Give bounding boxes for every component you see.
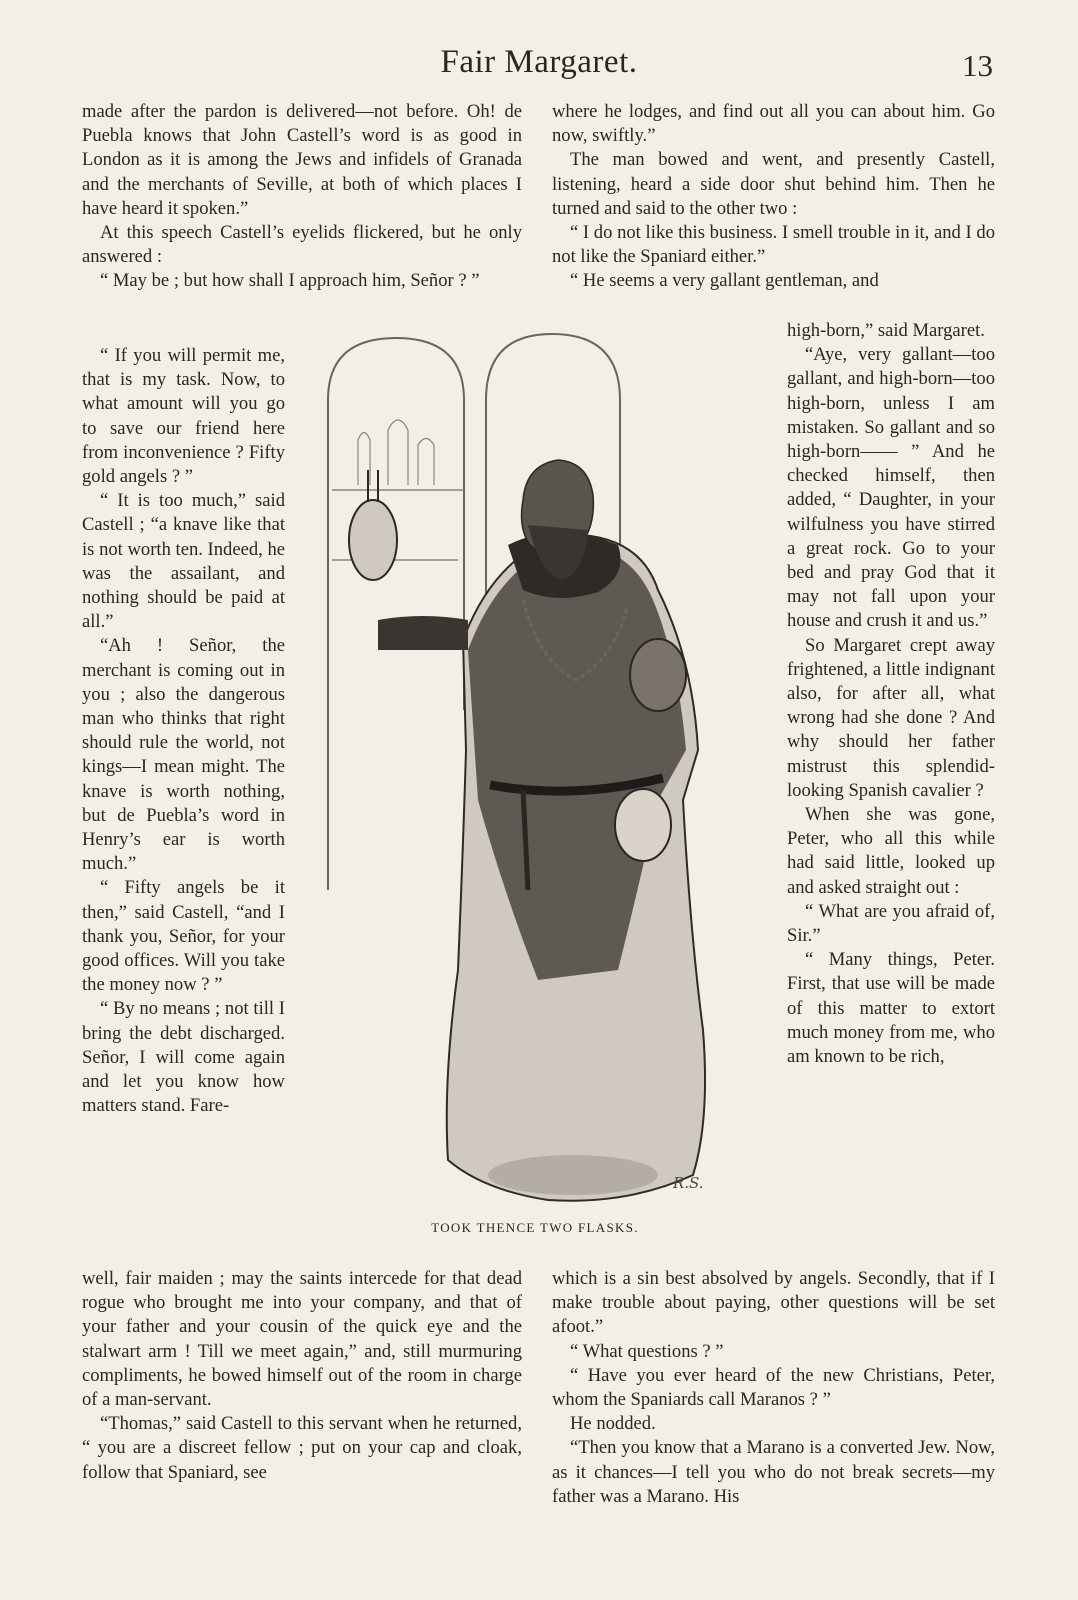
paragraph: “Aye, very gallant—too gallant, and high-born—too high-born, unless I am mistaken. So gallant and so high-born—— ” And he checked himself, then added, “ Daughter, in your wilfulness you have stirred a great rock. Go to your bed and pray God that it may not fall upon your house and crush it and us.” [787, 344, 995, 632]
paragraph: “ Many things, Peter. First, that use will be made of this matter to extort much money from me, who am known to be rich, [787, 949, 995, 1068]
right-column-bottom [552, 1267, 995, 1509]
paragraph: “Then you know that a Marano is a converted Jew. Now, as it chances—I tell you who do not break secrets—my father was a Marano. His [552, 1437, 995, 1507]
paragraph: “Ah ! Señor, the merchant is coming out in you ; also the dangerous man who thinks that right should rule the world, not kings—I mean might. The knave is worth nothing, but de Puebla’s word in Henry’s ear is worth much.” [82, 635, 285, 875]
page-number: 13 [962, 48, 993, 83]
paragraph: “ He seems a very gallant gentleman, and [570, 270, 879, 292]
paragraph: When she was gone, Peter, who all this while had said little, looked up and asked straight out : [787, 804, 995, 898]
raised-arm [378, 616, 468, 650]
hanging-pouch [615, 789, 671, 861]
illustration-caption: TOOK THENCE TWO FLASKS. [431, 1220, 639, 1235]
paragraph: “ If you will permit me, that is my task. Now, to what amount will you go to save our friend here from inconvenience ? Fifty gold angels ? ” [82, 345, 285, 488]
paragraph: “ By no means ; not till I bring the debt discharged. Señor, I will come again and let you know how matters stand. Fare- [82, 998, 285, 1117]
paragraph: At this speech Castell’s eyelids flickered, but he only answered : [82, 222, 522, 268]
paragraph: “ What are you afraid of, Sir.” [787, 900, 995, 947]
paragraph: The man bowed and went, and presently Castell, listening, heard a side door shut behind him. Then he turned and said to the other two : [552, 149, 995, 219]
right-column-beside-illustration [787, 319, 995, 1069]
paragraph: “ It is too much,” said Castell ; “a knave like that is not worth ten. Indeed, he was the assailant, and nothing should be paid at all.” [82, 490, 285, 633]
running-title: Fair Margaret. [440, 44, 638, 80]
paragraph: “ Fifty angels be it then,” said Castell, “and I thank you, Señor, for your good offices. Will you take the money now ? ” [82, 877, 285, 996]
paragraph: So Margaret crept away frightened, a little indignant also, for after all, what wrong had she done ? And why should her father mistrust this splendid-looking Spanish cavalier ? [787, 634, 995, 801]
paragraph: “ I do not like this business. I smell trouble in it, and I do not like the Spaniard either.” [552, 222, 995, 268]
feet-shadow [488, 1155, 658, 1195]
paragraph: which is a sin best absolved by angels. Secondly, that if I make trouble about paying, other questions will be set afoot.” [552, 1268, 995, 1338]
held-flask [630, 639, 686, 711]
left-column-bottom [82, 1267, 522, 1485]
paragraph: made after the pardon is delivered—not before. Oh! de Puebla knows that John Castell’s word is as good in London as it is among the Jews and infidels of Granada and the merchants of Seville, at both of which places I have heard it spoken.” [82, 101, 522, 219]
wicker-flask [349, 500, 397, 580]
paragraph: high-born,” said Margaret. [787, 320, 985, 341]
paragraph: “ What questions ? ” [570, 1340, 724, 1362]
left-column-top [82, 100, 522, 294]
paragraph: where he lodges, and find out all you can about him. Go now, swiftly.” [552, 101, 995, 147]
man-with-flasks-illustration [318, 330, 772, 1220]
paragraph: “Thomas,” said Castell to this servant when he returned, “ you are a discreet fellow ; put on your cap and cloak, follow that Spaniard, see [82, 1413, 522, 1483]
paragraph: “ May be ; but how shall I approach him, Señor ? ” [100, 270, 480, 292]
paragraph: well, fair maiden ; may the saints intercede for that dead rogue who brought me into your company, and that of your father and your cousin of the quick eye and the stalwart arm ! Till we meet again,” and, still murmuring compliments, he bowed himself out of the room in charge of a man-servant. [82, 1268, 522, 1411]
artist-signature: R.S. [673, 1174, 704, 1192]
right-column-top [552, 100, 995, 294]
shelf-bottles [358, 420, 434, 485]
left-column-beside-illustration [82, 344, 285, 1119]
paragraph: “ Have you ever heard of the new Christians, Peter, whom the Spaniards call Maranos ? ” [552, 1364, 995, 1411]
paragraph: He nodded. [570, 1413, 656, 1435]
illustration-figure [318, 330, 772, 1220]
